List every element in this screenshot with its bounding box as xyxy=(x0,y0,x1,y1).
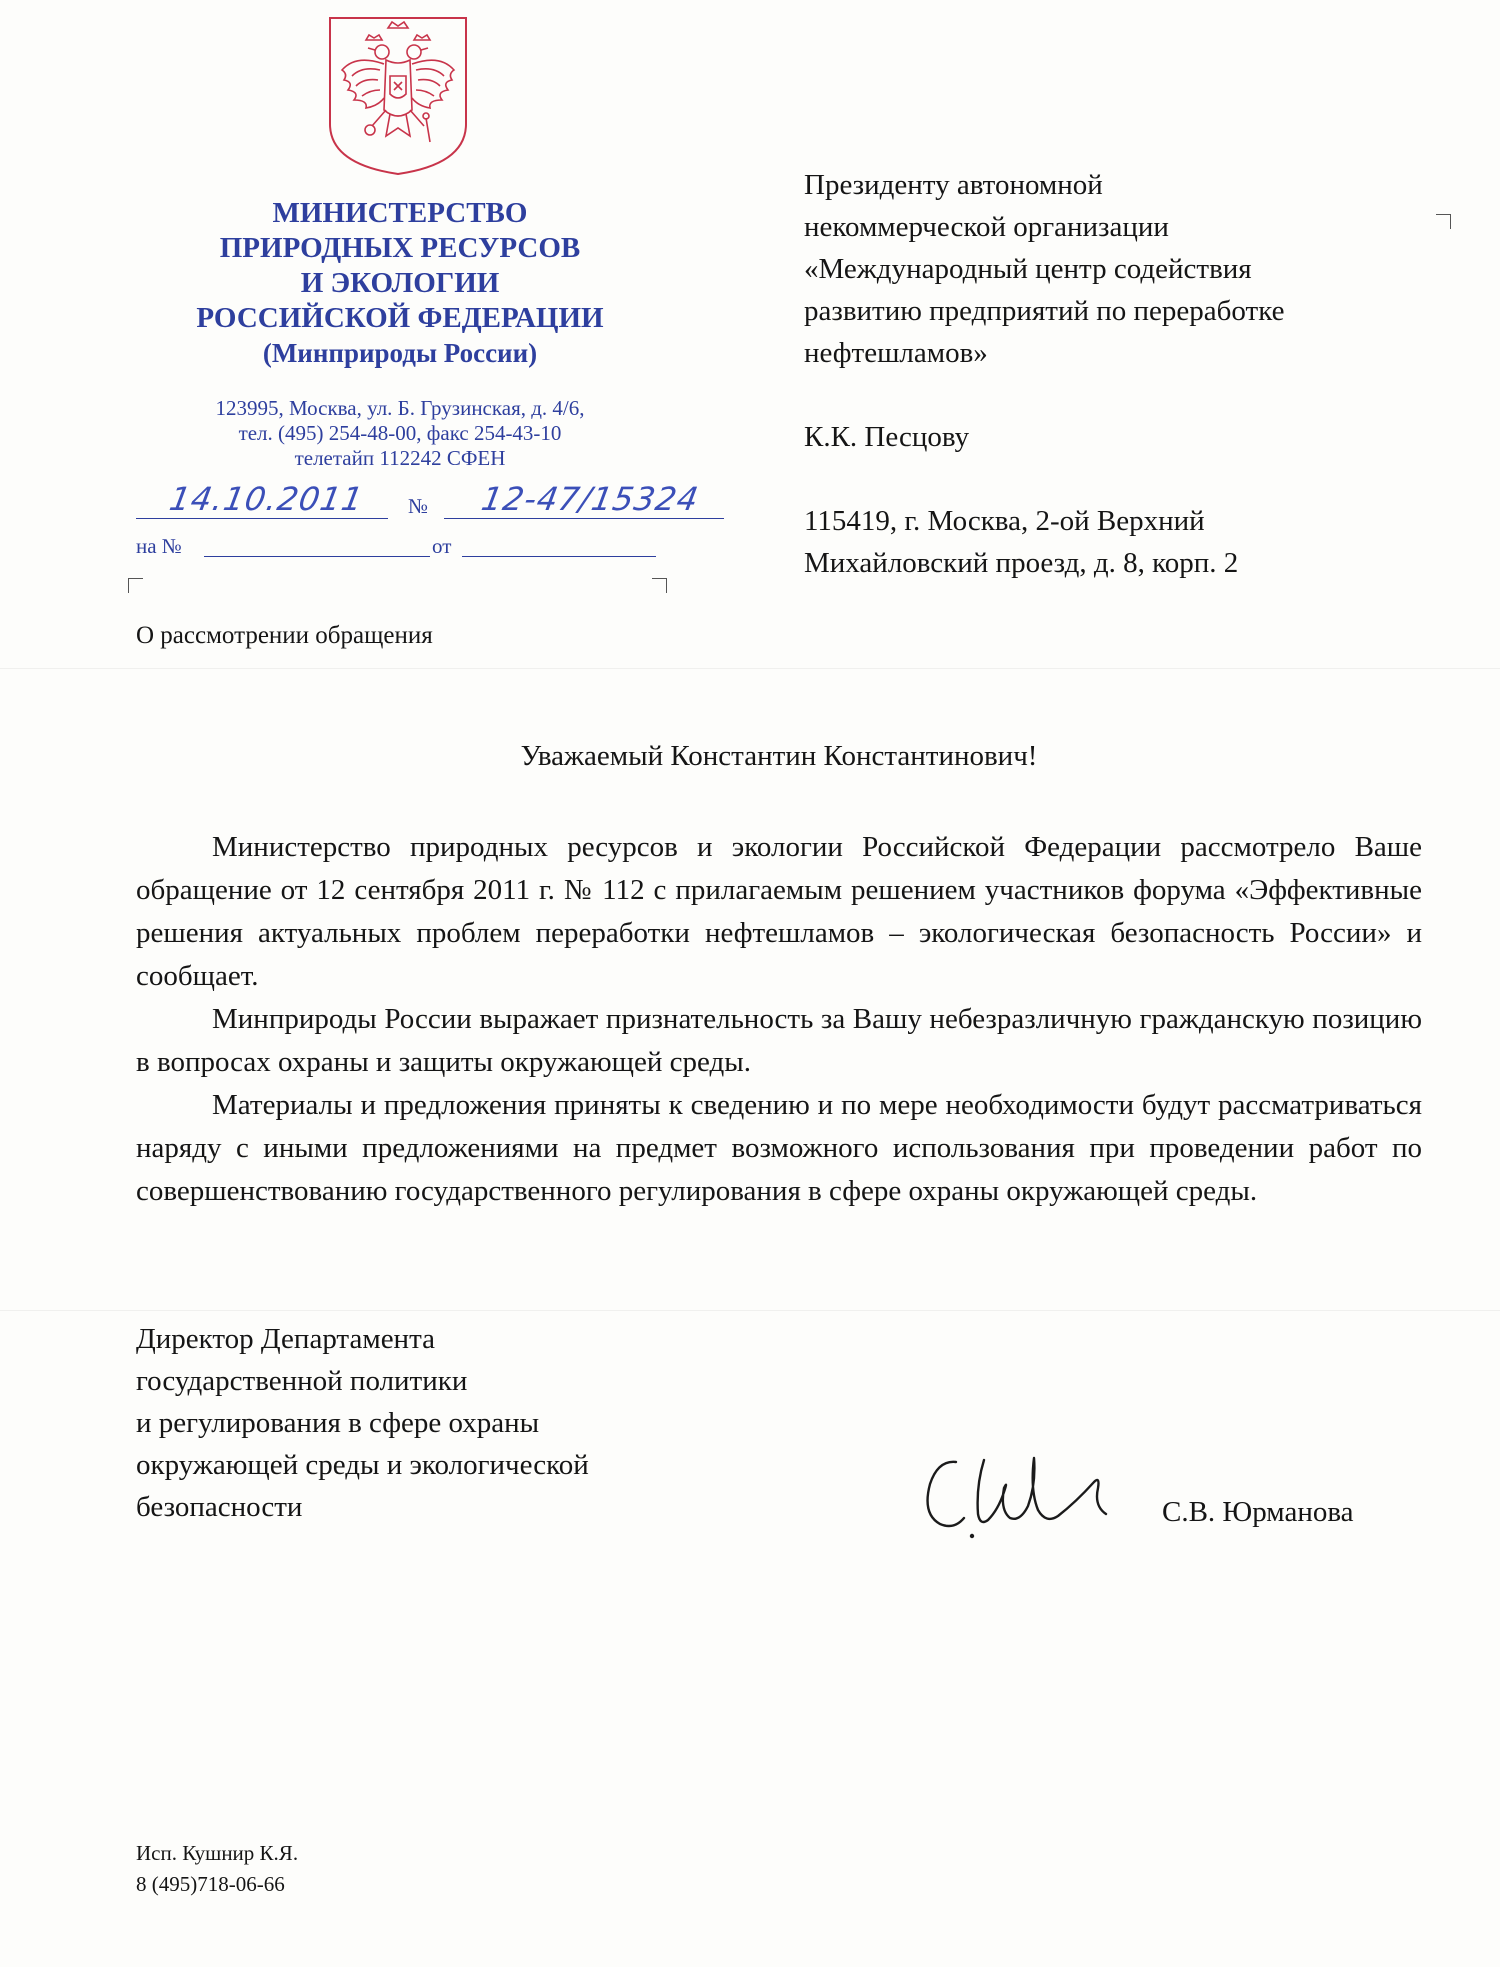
signer-title-line: и регулирования в сфере охраны xyxy=(136,1407,540,1439)
reference-underline xyxy=(204,556,430,557)
recipient-line: Президенту автономной xyxy=(804,169,1103,201)
letter-subject: О рассмотрении обращения xyxy=(136,622,433,649)
ministry-name xyxy=(140,196,660,371)
recipient-block xyxy=(804,164,1444,584)
ministry-short-name: (Минприроды России) xyxy=(262,338,538,368)
recipient-line: нефтешламов» xyxy=(804,337,988,369)
signer-title xyxy=(136,1318,589,1528)
recipient-line: некоммерческой организации xyxy=(804,211,1169,243)
ministry-name-line: И ЭКОЛОГИИ xyxy=(300,267,500,299)
signer-title-line: государственной политики xyxy=(136,1365,468,1397)
handwritten-signature-icon xyxy=(918,1440,1128,1550)
signer-title-line: безопасности xyxy=(136,1491,303,1523)
corner-mark xyxy=(128,578,143,593)
recipient-address-line: 115419, г. Москва, 2-ой Верхний xyxy=(804,505,1205,537)
recipient-name: К.К. Песцову xyxy=(804,421,970,453)
ministry-name-line: РОССИЙСКОЙ ФЕДЕРАЦИИ xyxy=(196,302,604,334)
body-paragraph: Материалы и предложения приняты к сведению и по мере необходимости будут рассматриваться наряду с иными предложениями на предмет возможного использования при проведении работ по совершенствованию государственного регулирования в сфере охраны окружающей среды. xyxy=(136,1089,1422,1207)
greeting: Уважаемый Константин Константинович! xyxy=(520,740,1038,772)
registration-line xyxy=(136,480,736,526)
body-paragraph: Минприроды России выражает признательность за Вашу небезразличную гражданскую позицию в вопросах охраны и защиты окружающей среды. xyxy=(136,1003,1422,1078)
ministry-name-line: ПРИРОДНЫХ РЕСУРСОВ xyxy=(219,232,581,264)
letter-body xyxy=(136,826,1422,1213)
recipient-address-line: Михайловский проезд, д. 8, корп. 2 xyxy=(804,547,1239,579)
reference-line xyxy=(136,526,736,566)
executor-block xyxy=(136,1838,298,1900)
recipient-line: развитию предприятий по переработке xyxy=(804,295,1285,327)
fold-line xyxy=(0,1310,1500,1311)
recipient-line: «Международный центр содействия xyxy=(804,253,1252,285)
signer-title-line: Директор Департамента xyxy=(136,1323,435,1355)
signer-name: С.В. Юрманова xyxy=(1162,1496,1354,1528)
ministry-address xyxy=(140,396,660,471)
executor-phone: 8 (495)718-06-66 xyxy=(136,1872,285,1896)
from-label: от xyxy=(432,534,452,558)
ministry-name-line: МИНИСТЕРСТВО xyxy=(272,197,528,229)
number-underline xyxy=(444,518,724,519)
reference-label: на № xyxy=(136,534,182,558)
spacer xyxy=(804,374,1444,416)
date-underline xyxy=(136,518,388,519)
russian-coat-of-arms-icon xyxy=(326,14,470,178)
signer-title-line: окружающей среды и экологической xyxy=(136,1449,589,1481)
address-line: 123995, Москва, ул. Б. Грузинская, д. 4/6, xyxy=(215,396,585,420)
spacer xyxy=(804,458,1444,500)
address-line: тел. (495) 254-48-00, факс 254-43-10 xyxy=(238,421,562,445)
number-label: № xyxy=(408,494,429,518)
address-line: телетайп 112242 СФЕН xyxy=(294,446,506,470)
fold-line xyxy=(0,668,1500,669)
handwritten-number: 12-47/15324 xyxy=(478,480,702,518)
executor-name: Исп. Кушнир К.Я. xyxy=(136,1841,299,1865)
corner-mark xyxy=(652,578,667,593)
handwritten-date: 14.10.2011 xyxy=(166,480,367,518)
body-paragraph: Министерство природных ресурсов и экологии Российской Федерации рассмотрело Ваше обращение от 12 сентября 2011 г. № 112 с прилагаемым решением участников форума «Эффективные решения актуальных проблем переработки нефтешламов – экологическая безопасность России» и сообщает. xyxy=(136,831,1422,992)
from-underline xyxy=(462,556,656,557)
